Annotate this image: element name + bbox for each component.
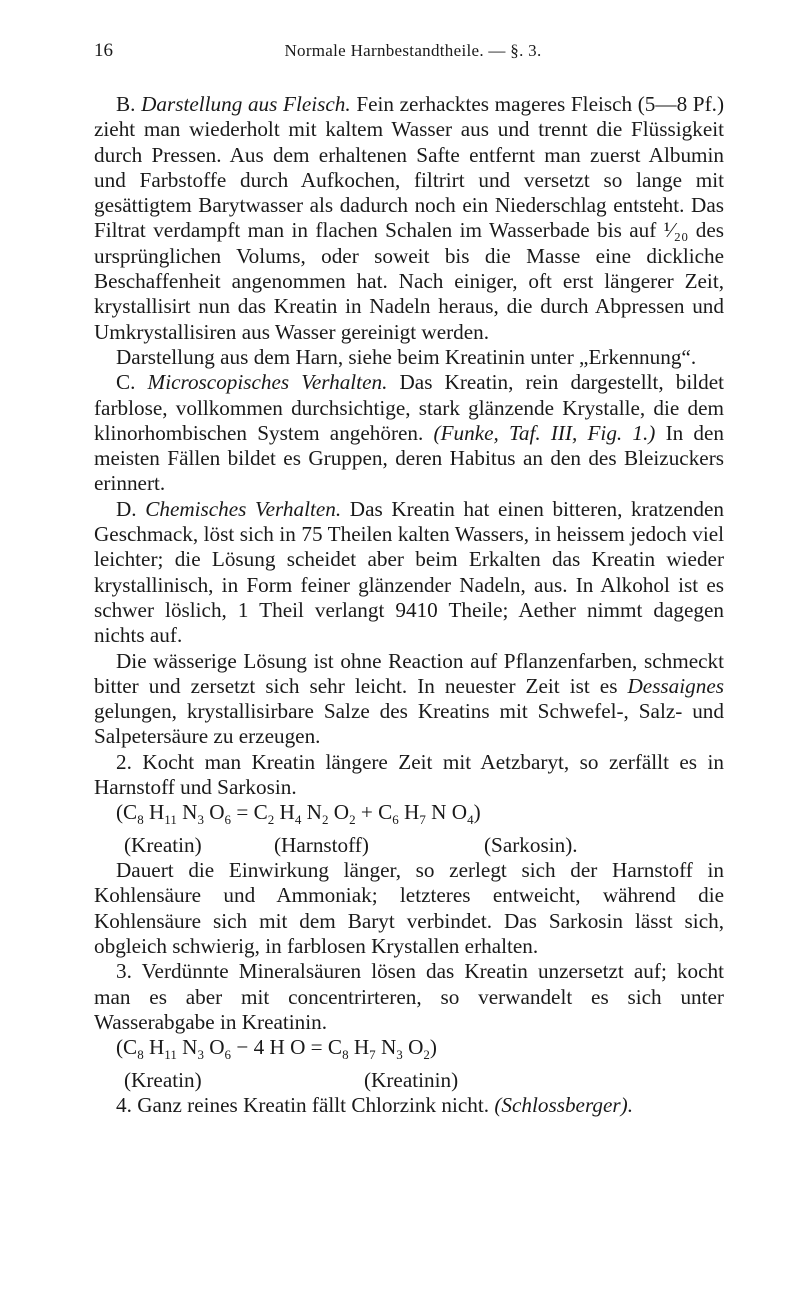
page-header	[94, 40, 724, 68]
label-kreatin: (Kreatin)	[124, 832, 202, 857]
formula-1-labels	[94, 833, 724, 858]
reference-schlossberger: (Schlossberger).	[494, 1093, 633, 1118]
paragraph-b: B. Darstellung aus Fleisch. Fein zerhacktes mageres Fleisch (5—8 Pf.) zieht man wiederholt mit kaltem Wasser aus und trennt die Flüssigkeit durch Pressen. Aus dem erhaltenen Safte entfernt man zuerst Albumin und Farbstoffe durch Aufkochen, filtrirt und versetzt so lange mit gesättigtem Barytwasser als dadurch noch ein Niederschlag entsteht. Das Filtrat verdampft man in flachen Schalen im Wasserbade bis auf ¹⁄₂₀ des ursprünglichen Volums, oder soweit bis die Masse eine dickliche Beschaffenheit angenommen hat. Nach einiger, oft erst längerer Zeit, krystallisirt nun das Kreatin in Nadeln heraus, die durch Abpressen und Umkrystallisiren aus Wasser gereinigt werden.	[94, 92, 724, 344]
section-title-b: Darstellung aus Fleisch.	[141, 92, 351, 116]
paragraph-4: 4. Ganz reines Kreatin fällt Chlorzink nicht. (Schlossberger).	[116, 1093, 633, 1118]
label-kreatinin: (Kreatinin)	[364, 1067, 459, 1092]
reference-funke: (Funke, Taf. III, Fig. 1.)	[433, 420, 656, 445]
paragraph-1: Die wässerige Lösung ist ohne Reaction auf Pflanzenfarben, schmeckt bitter und zersetzt sich sehr leicht. In neuester Zeit ist es Dessaignes gelungen, krystallisirbare Salze des Kreatins mit Schwefel-, Salz- und Salpetersäure zu erzeugen.	[94, 648, 724, 749]
paragraph-harn: Darstellung aus dem Harn, siehe beim Kreatinin unter „Erkennung“.	[116, 344, 697, 369]
page-body	[94, 92, 724, 1118]
page-number: 16	[94, 40, 113, 61]
name-dessaignes: Dessaignes	[627, 673, 724, 698]
paragraph-c: C. Microscopisches Verhalten. Das Kreatin, rein dargestellt, bildet farblose, vollkommen durchsichtige, stark glänzende Krystalle, die dem klinorhombischen System angehören. (Funke, Taf. III, Fig. 1.) In den meisten Fällen bildet es Gruppen, deren Habitus an den des Bleizuckers erinnert.	[94, 370, 725, 496]
formula-2-labels	[94, 1068, 724, 1093]
paragraph-2b: Dauert die Einwirkung länger, so zerlegt sich der Harnstoff in Kohlensäure und Ammoniak; letzteres entweicht, während die Kohlensäure sich mit dem Baryt verbindet. Das Sarkosin lässt sich, obgleich schwierig, in farblosen Krystallen erhalten.	[94, 858, 724, 959]
section-title-c: Microscopisches Verhalten.	[147, 370, 388, 395]
section-title-d: Chemisches Verhalten.	[145, 496, 342, 521]
book-page	[94, 40, 724, 1118]
label-sarkosin: (Sarkosin).	[484, 832, 578, 857]
paragraph-2: 2. Kocht man Kreatin längere Zeit mit Aetzbaryt, so zerfällt es in Harnstoff und Sarkosin.	[94, 749, 724, 800]
label-harnstoff: (Harnstoff)	[274, 832, 369, 857]
label-kreatin-2: (Kreatin)	[124, 1067, 202, 1092]
formula-kreatin-harnstoff: ($C_8$ $H_{11}$ $N_3$ $O_6 = C_2$ $H_4$ $N_2$ $O_2 + C_6$ $H_7$ N $O_4$)	[116, 800, 481, 828]
paragraph-d: D. Chemisches Verhalten. Das Kreatin hat einen bitteren, kratzenden Geschmack, löst sich in 75 Theilen kalten Wassers, in heissem jedoch viel leichter; die Lösung scheidet aber beim Erkalten das Kreatin wieder krystallinisch, in Form feiner glänzender Nadeln, aus. In Alkohol ist es schwer löslich, 1 Theil verlangt 9410 Theile; Aether nimmt dagegen nichts auf.	[94, 496, 724, 648]
running-title: Normale Harnbestandtheile. — §. 3.	[284, 41, 542, 60]
formula-kreatin-kreatinin: ($C_8$ $H_{11}$ $N_3$ $O_6 - 4$ H $O = C_8$ $H_7$ $N_3$ $O_2$)	[116, 1035, 437, 1063]
paragraph-3: 3. Verdünnte Mineralsäuren lösen das Kreatin unzersetzt auf; kocht man es aber mit concentrirteren, so verwandelt es sich unter Wasserabgabe in Kreatinin.	[94, 959, 724, 1034]
